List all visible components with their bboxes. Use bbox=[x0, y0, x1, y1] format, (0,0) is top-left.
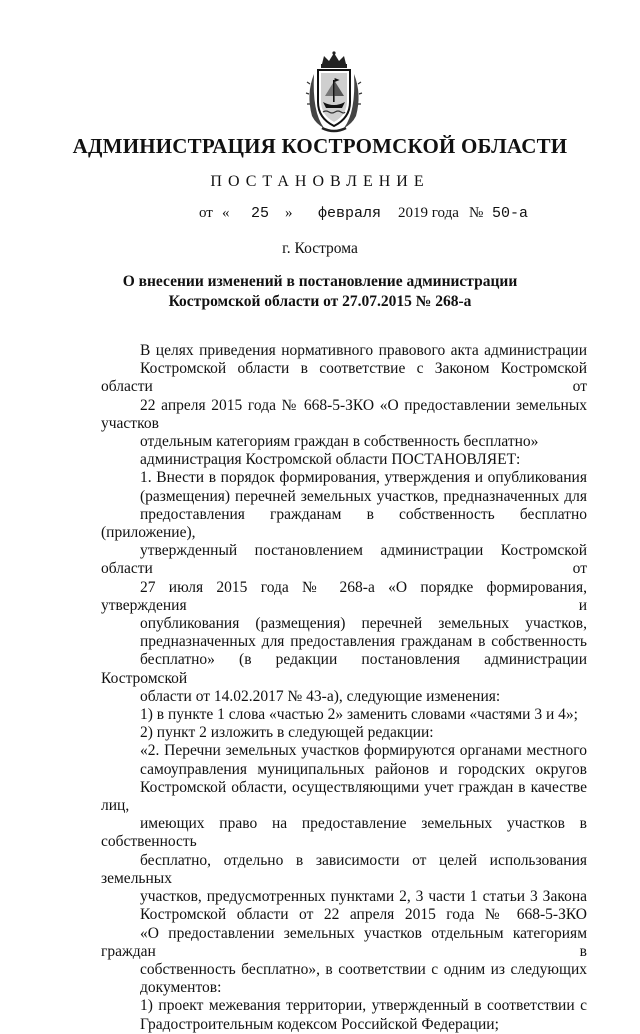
text-line: документов: bbox=[140, 979, 222, 997]
title-line: О внесении изменений в постановление администрации bbox=[122, 273, 518, 290]
text-line: бесплатно, отдельно в зависимости от целей использования земельных bbox=[101, 851, 587, 887]
title-line: Костромской области от 27.07.2015 № 268-а bbox=[168, 293, 472, 310]
text-line: 22 апреля 2015 года № 668-5-ЗКО «О предоставлении земельных участков bbox=[101, 396, 587, 432]
date-year: 2019 года bbox=[398, 205, 459, 221]
text-line: утвержденный постановлением администрации Костромской области от bbox=[101, 542, 587, 578]
text-line: участков, предусмотренных пунктами 2, 3 части 1 статьи 3 Закона bbox=[140, 888, 587, 906]
kostroma-coat-of-arms-icon bbox=[304, 50, 364, 134]
text-line: предоставления гражданам в собственность бесплатно (приложение), bbox=[101, 505, 587, 542]
city: г. Кострома bbox=[282, 240, 358, 257]
paragraph-item-1 bbox=[101, 469, 587, 706]
text-line: самоуправления муниципальных районов и городских округов bbox=[140, 760, 587, 778]
text-line: бесплатно» (в редакции постановления администрации Костромской bbox=[101, 651, 587, 687]
paragraph-subitem-1: 1) в пункте 1 слова «частью 2» заменить словами «частями 3 и 4»; bbox=[140, 706, 578, 724]
text-line: опубликования (размещения) перечней земельных участков, bbox=[140, 615, 587, 633]
text-line: 27 июля 2015 года № 268-а «О порядке формирования, утверждения и bbox=[101, 578, 587, 614]
organization-name: АДМИНИСТРАЦИЯ КОСТРОМСКОЙ ОБЛАСТИ bbox=[72, 134, 568, 158]
date-quote-close: » bbox=[285, 205, 293, 221]
doc-number: 50-а bbox=[492, 205, 529, 222]
paragraph-preamble bbox=[101, 342, 587, 451]
date-prefix: от bbox=[199, 205, 213, 221]
text-line: «О предоставлении земельных участков отдельным категориям граждан в bbox=[101, 924, 587, 960]
text-line: В целях приведения нормативного правового акта администрации bbox=[140, 342, 587, 359]
paragraph-list-item-1 bbox=[101, 997, 587, 1033]
text-line: Костромской области в соответствие с Законом Костромской области от bbox=[101, 360, 587, 396]
document-type: ПОСТАНОВЛЕНИЕ bbox=[210, 173, 430, 190]
text-line: (размещения) перечней земельных участков, предназначенных для bbox=[140, 487, 587, 505]
text-line: отдельным категориям граждан в собственность бесплатно» bbox=[140, 433, 539, 451]
paragraph-subitem-2: 2) пункт 2 изложить в следующей редакции: bbox=[140, 724, 434, 742]
text-line: 1) проект межевания территории, утвержденный в соответствии с bbox=[140, 997, 587, 1015]
text-line: области от 14.02.2017 № 43-а), следующие изменения: bbox=[140, 687, 501, 705]
paragraph-resolves: администрация Костромской области ПОСТАНОВЛЯЕТ: bbox=[140, 451, 521, 469]
document-title bbox=[60, 272, 580, 312]
text-line: Градостроительным кодексом Российской Федерации; bbox=[140, 1015, 499, 1033]
text-line: предназначенных для предоставления гражданам в собственность bbox=[140, 633, 587, 651]
date-month: февраля bbox=[318, 205, 382, 222]
text-line: Костромской области, осуществляющими учет граждан в качестве лиц, bbox=[101, 778, 587, 815]
text-line: 1. Внести в порядок формирования, утверждения и опубликования bbox=[140, 469, 587, 487]
text-line: собственность бесплатно», в соответствии с одним из следующих bbox=[140, 960, 587, 978]
date-day: 25 bbox=[251, 205, 270, 222]
text-line: «2. Перечни земельных участков формируются органами местного bbox=[140, 742, 587, 760]
date-quote-open: « bbox=[222, 205, 230, 221]
doc-number-sign: № bbox=[469, 205, 484, 221]
document-body bbox=[101, 342, 587, 1034]
paragraph-new-point-2 bbox=[101, 742, 587, 997]
text-line: имеющих право на предоставление земельных участков в собственность bbox=[101, 815, 587, 851]
text-line: Костромской области от 22 апреля 2015 года № 668-5-ЗКО bbox=[140, 906, 587, 924]
